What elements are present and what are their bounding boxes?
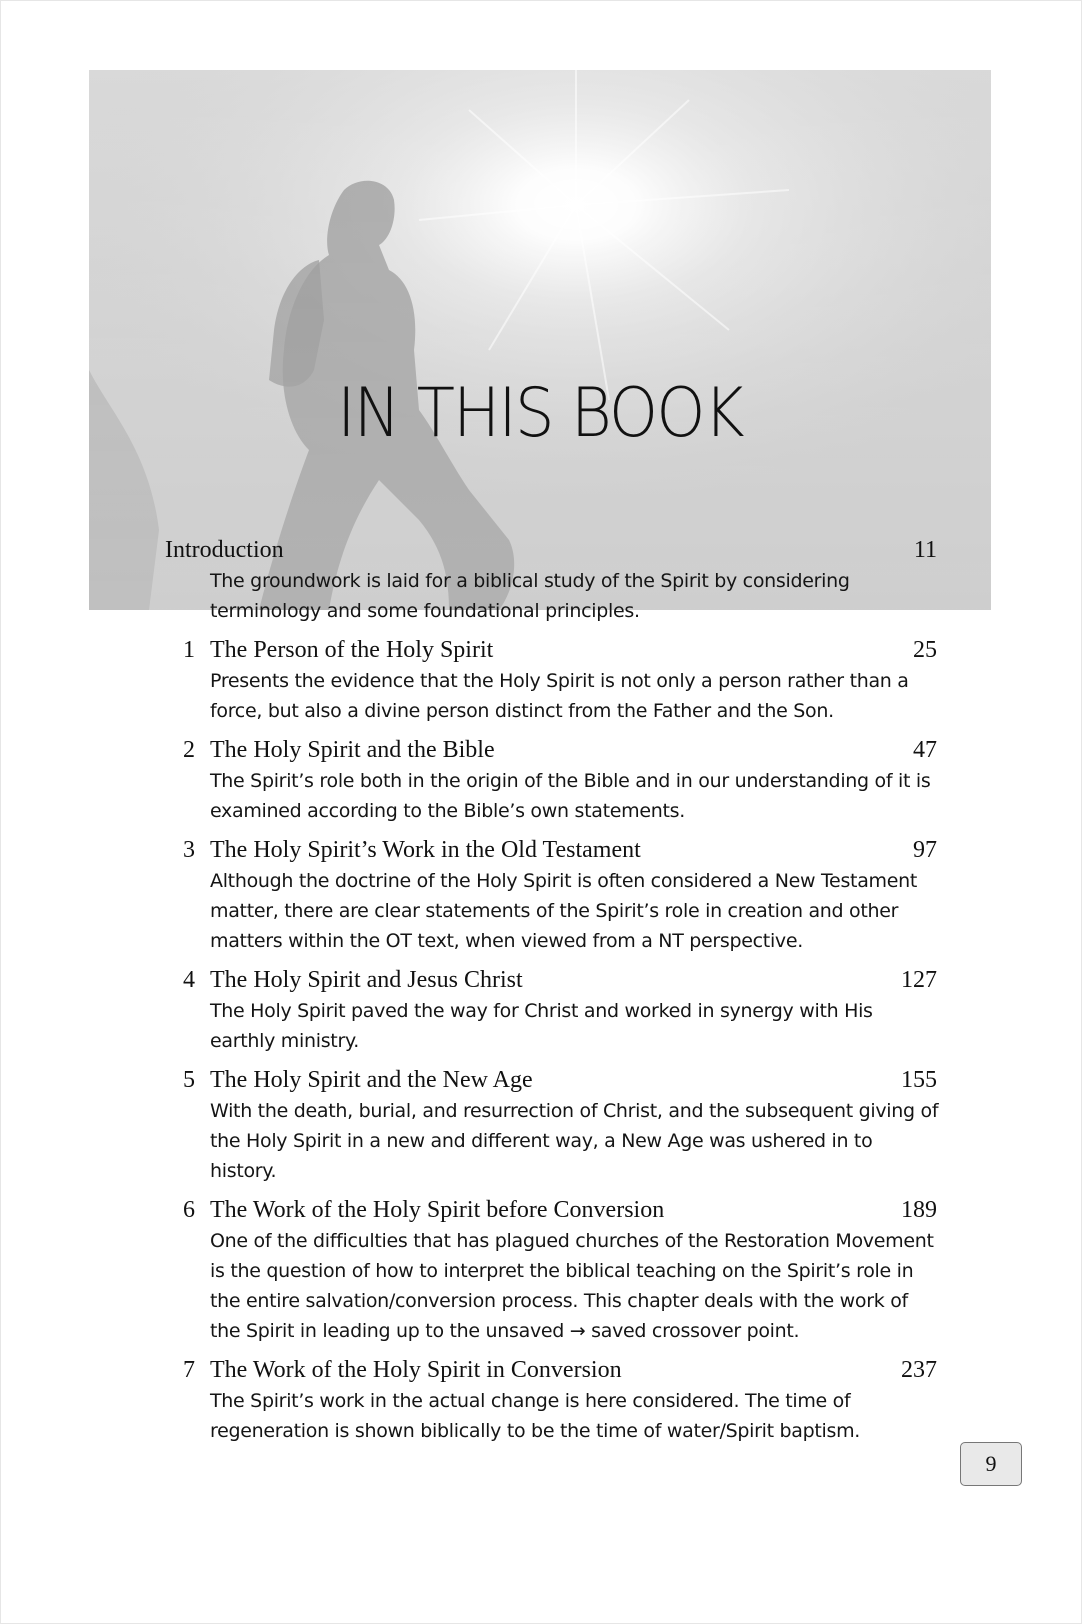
toc-entry-page: 11 <box>913 537 937 563</box>
toc-entry-title[interactable]: The Holy Spirit and the New Age <box>210 1067 533 1093</box>
toc-entry-description: One of the difficulties that has plagued churches of the Restoration Movement is the question of how to interpret the biblical teaching on the Spirit’s role in the entire salvation/conversion process. This chapter deals with the work of the Spirit in leading up to the unsaved → saved crossover point. <box>210 1230 934 1342</box>
table-of-contents <box>0 534 1082 1454</box>
toc-entry-title[interactable]: The Holy Spirit and the Bible <box>210 737 495 763</box>
toc-entry-description: The groundwork is laid for a biblical study of the Spirit by considering terminology and some foundational principles. <box>210 570 850 622</box>
toc-entry-header <box>0 834 1082 866</box>
toc-entry-number: 3 <box>183 837 195 863</box>
toc-entry-header <box>0 964 1082 996</box>
toc-entry-page: 47 <box>913 737 937 763</box>
toc-entry-number: 5 <box>183 1067 195 1093</box>
toc-entry-page: 155 <box>901 1067 937 1093</box>
toc-entry-title[interactable]: Introduction <box>165 537 284 563</box>
toc-entry-description: The Holy Spirit paved the way for Christ and worked in synergy with His earthly ministry. <box>210 1000 873 1052</box>
toc-entry-introduction[interactable] <box>0 534 1082 626</box>
toc-entry-chapter-3[interactable] <box>0 834 1082 956</box>
toc-entry-title[interactable]: The Person of the Holy Spirit <box>210 637 494 663</box>
toc-entry-header <box>0 1194 1082 1226</box>
toc-entry-title[interactable]: The Work of the Holy Spirit before Conversion <box>210 1197 665 1223</box>
toc-entry-page: 127 <box>901 967 937 993</box>
toc-entry-number: 7 <box>183 1357 195 1383</box>
toc-entry-header <box>0 734 1082 766</box>
toc-entry-header <box>0 1354 1082 1386</box>
toc-entry-title[interactable]: The Work of the Holy Spirit in Conversion <box>210 1357 622 1383</box>
toc-entry-description: Although the doctrine of the Holy Spirit is often considered a New Testament matter, there are clear statements of the Spirit’s role in creation and other matters within the OT text, when viewed from a NT perspective. <box>210 870 918 952</box>
page-number-badge: 9 <box>960 1442 1022 1486</box>
toc-entry-chapter-1[interactable] <box>0 634 1082 726</box>
toc-entry-chapter-2[interactable] <box>0 734 1082 826</box>
toc-entry-chapter-5[interactable] <box>0 1064 1082 1186</box>
toc-entry-chapter-6[interactable] <box>0 1194 1082 1346</box>
hiker-sun-illustration <box>89 70 991 610</box>
toc-entry-number: 4 <box>183 967 195 993</box>
toc-entry-page: 25 <box>913 637 937 663</box>
toc-entry-header <box>0 634 1082 666</box>
toc-entry-description: The Spirit’s role both in the origin of the Bible and in our understanding of it is examined according to the Bible’s own statements. <box>210 770 931 822</box>
toc-entry-chapter-4[interactable] <box>0 964 1082 1056</box>
toc-entry-chapter-7[interactable] <box>0 1354 1082 1446</box>
toc-entry-title[interactable]: The Holy Spirit’s Work in the Old Testament <box>210 837 641 863</box>
toc-entry-page: 189 <box>901 1197 937 1223</box>
book-title: IN THIS BOOK <box>337 374 743 453</box>
toc-entry-number: 6 <box>183 1197 195 1223</box>
toc-entry-number: 1 <box>183 637 195 663</box>
toc-entry-page: 97 <box>913 837 937 863</box>
toc-entry-number: 2 <box>183 737 195 763</box>
toc-entry-page: 237 <box>901 1357 937 1383</box>
toc-entry-description: The Spirit’s work in the actual change is here considered. The time of regeneration is shown biblically to be the time of water/Spirit baptism. <box>210 1390 861 1442</box>
toc-entry-title[interactable]: The Holy Spirit and Jesus Christ <box>210 967 523 993</box>
toc-entry-header <box>0 534 1082 566</box>
toc-entry-description: Presents the evidence that the Holy Spirit is not only a person rather than a force, but also a divine person distinct from the Father and the Son. <box>210 670 909 722</box>
toc-entry-header <box>0 1064 1082 1096</box>
toc-entry-description: With the death, burial, and resurrection of Christ, and the subsequent giving of the Holy Spirit in a new and different way, a New Age was ushered in to history. <box>210 1100 939 1182</box>
hero-image <box>89 70 991 610</box>
